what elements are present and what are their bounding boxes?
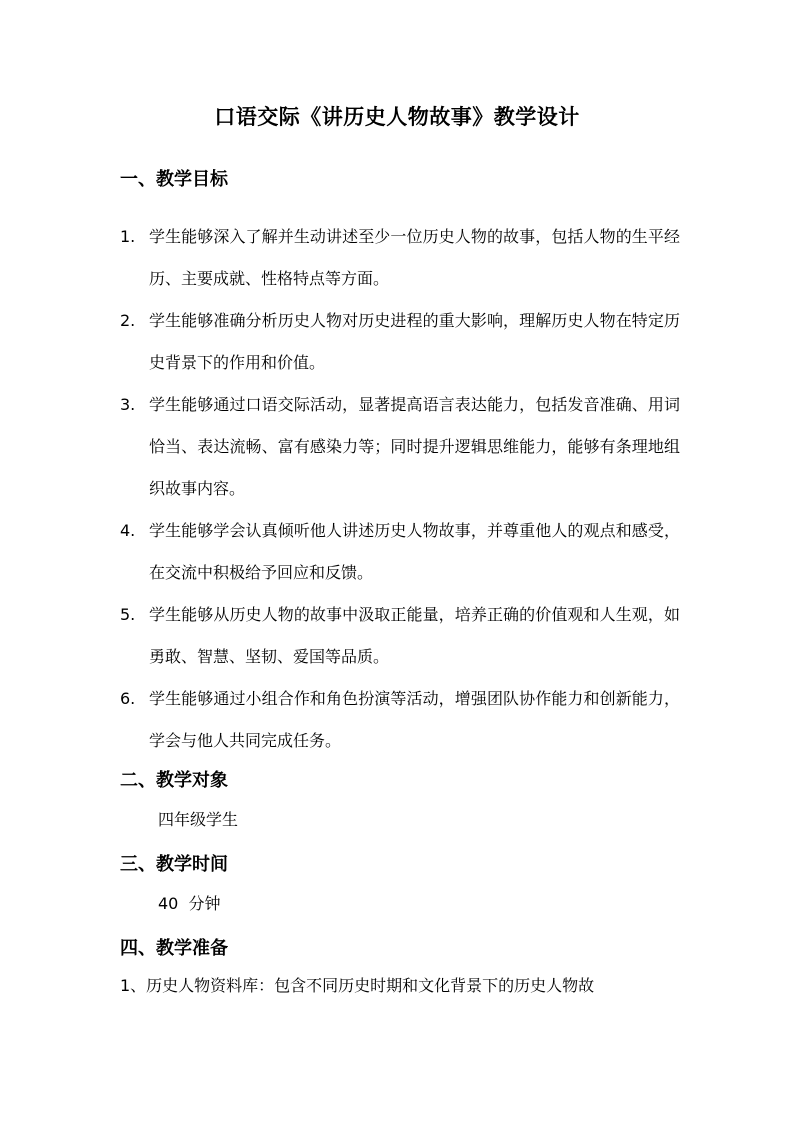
item-text: 学生能够准确分析历史人物对历史进程的重大影响，理解历史人物在特定历史背景下的作用和价值。 — [149, 311, 680, 372]
item-number: 5. — [120, 605, 136, 624]
section-heading-objectives: 一、教学目标 — [120, 169, 228, 190]
item-text: 学生能够从历史人物的故事中汲取正能量，培养正确的价值观和人生观，如勇敢、智慧、坚韧、爱国等品质。 — [149, 605, 680, 666]
objective-item-3 — [120, 384, 680, 510]
item-text: 学生能够学会认真倾听他人讲述历史人物故事，并尊重他人的观点和感受，在交流中积极给予回应和反馈。 — [149, 521, 680, 582]
item-number: 3. — [120, 395, 136, 414]
audience-text: 四年级学生 — [158, 810, 239, 829]
preparation-item-1: 1、历史人物资料库：包含不同历史时期和文化背景下的历史人物故 — [120, 976, 595, 995]
item-text: 学生能够通过口语交际活动，显著提高语言表达能力，包括发音准确、用词恰当、表达流畅、富有感染力等；同时提升逻辑思维能力，能够有条理地组织故事内容。 — [149, 395, 680, 498]
section-heading-duration: 三、教学时间 — [120, 854, 228, 875]
document-title: 口语交际《讲历史人物故事》教学设计 — [214, 105, 580, 129]
duration-text: 40 分钟 — [158, 894, 221, 913]
item-number: 2. — [120, 311, 136, 330]
objective-item-1 — [120, 216, 680, 300]
item-number: 4. — [120, 521, 136, 540]
objective-item-5 — [120, 594, 680, 678]
item-text: 学生能够通过小组合作和角色扮演等活动，增强团队协作能力和创新能力，学会与他人共同完成任务。 — [149, 689, 680, 750]
section-heading-audience: 二、教学对象 — [120, 770, 228, 791]
objective-item-4 — [120, 510, 680, 594]
item-text: 学生能够深入了解并生动讲述至少一位历史人物的故事，包括人物的生平经历、主要成就、性格特点等方面。 — [149, 227, 680, 288]
objective-item-2 — [120, 300, 680, 384]
item-number: 6. — [120, 689, 136, 708]
item-number: 1. — [120, 227, 136, 246]
objective-item-6 — [120, 678, 680, 762]
section-heading-preparation: 四、教学准备 — [120, 938, 228, 959]
